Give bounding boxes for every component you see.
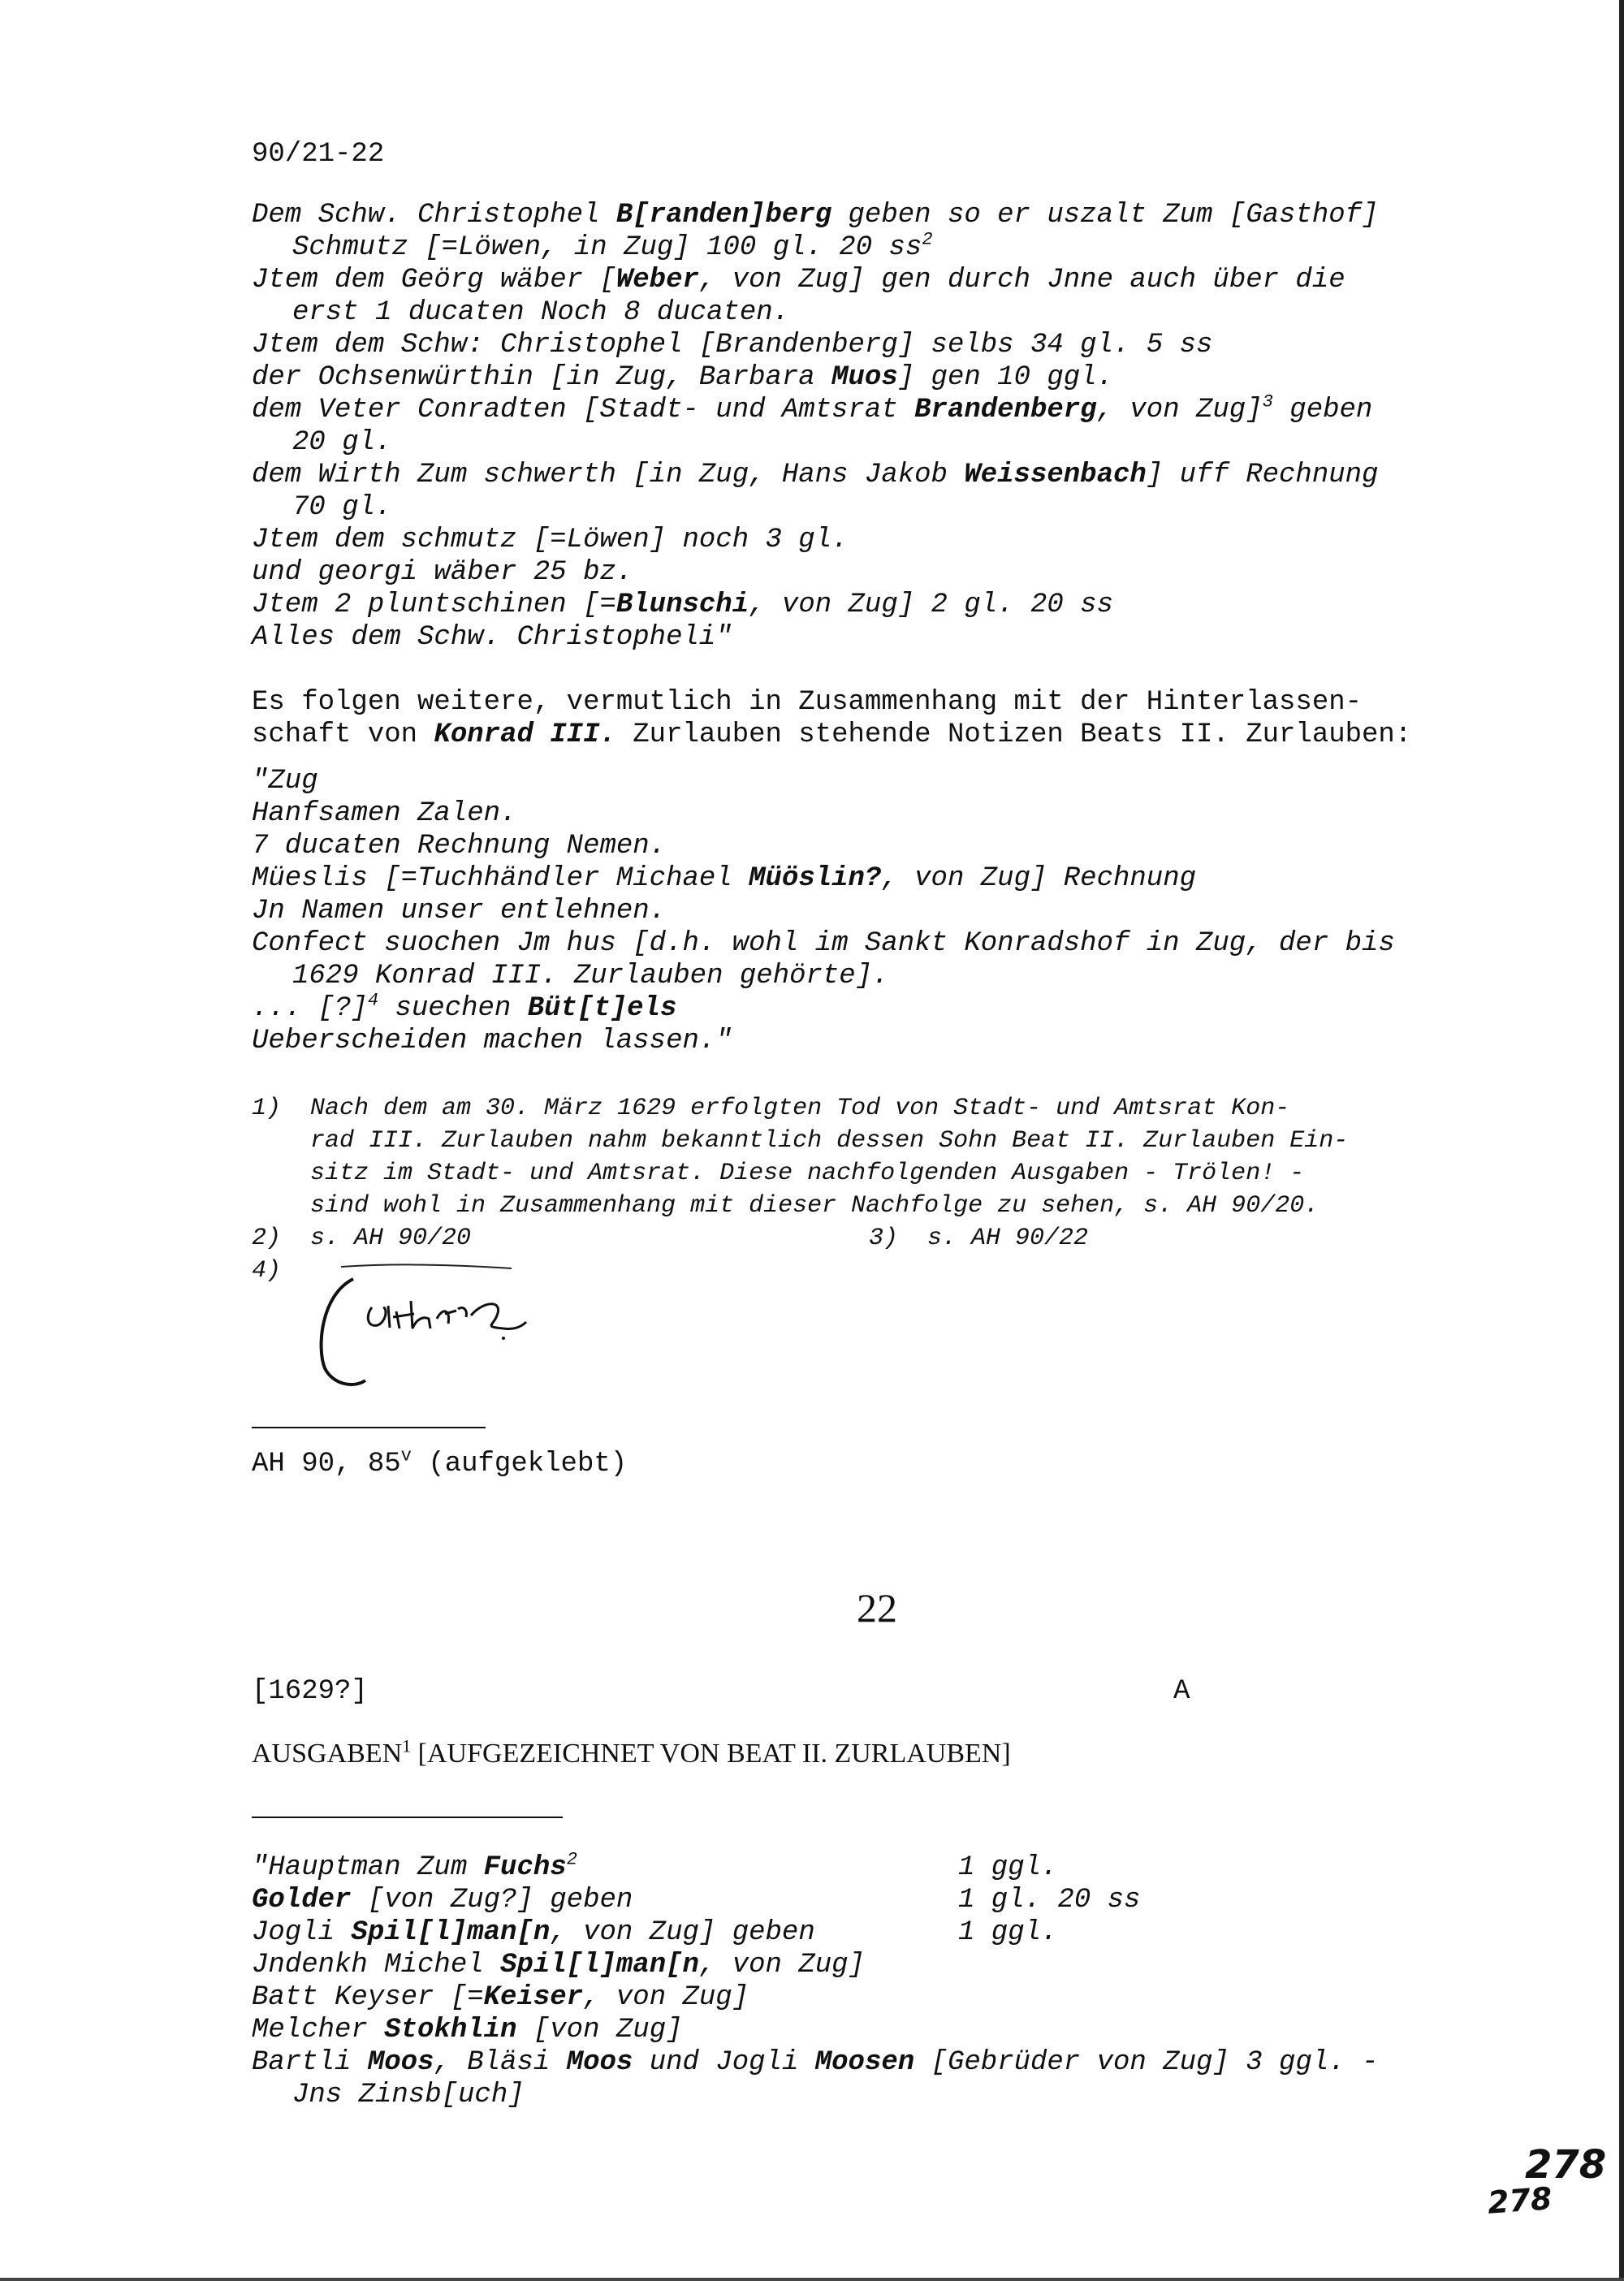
letter-line: Jtem 2 pluntschinen [=Blunschi, von Zug] 2 gl. 20 ss [252,590,1113,620]
separator-rule [252,1427,486,1428]
footnote-line: sitz im Stadt- und Amtsrat. Diese nachfolgenden Ausgaben - Trölen! - [310,1160,1305,1187]
page-number-old-handwritten: 278 [1486,2180,1553,2221]
footnote-row [252,1222,1518,1255]
document-title: AUSGABEN$^1$ [AUFGEZEICHNET VON BEAT II. ZURLAUBEN] [252,1735,1011,1769]
expense-name: Jogli Spil[l]man[n, von Zug] geben [252,1917,815,1948]
notes-line: Confect suochen Jm hus [d.h. wohl im Sankt Konradshof in Zug, der bis [252,928,1395,959]
page-edge [1619,0,1624,2281]
expense-row [252,1981,1518,2014]
expense-row [252,1949,1518,1981]
expense-amount: 1 gl. 20 ss [958,1885,1141,1916]
expense-row [252,2014,1518,2046]
footnote-line: rad III. Zurlauben nahm bekanntlich dessen Sohn Beat II. Zurlauben Ein- [310,1127,1349,1155]
letter-line: und georgi wäber 25 bz. [252,557,633,588]
notes-line: "Zug [252,766,318,797]
expense-name: Batt Keyser [=Keiser, von Zug] [252,1982,749,2013]
letter-line: dem Wirth Zum schwerth [in Zug, Hans Jakob Weissenbach] uff Rechnung [252,460,1379,490]
footnote-3: 3) s. AH 90/22 [869,1225,1089,1252]
document-date: [1629?] [252,1676,368,1707]
expense-row [252,2079,1518,2111]
document-letter: A [1173,1676,1190,1707]
letter-line: Dem Schw. Christophel B[randen]berg geben so er uszalt Zum [Gasthof] [252,200,1379,231]
letter-line: Jtem dem Schw: Christophel [Brandenberg] selbs 34 gl. 5 ss [252,330,1213,361]
notes-line: ... [?]$^4$ suechen Büt[t]els [252,990,677,1024]
expense-name: Golder [von Zug?] geben [252,1885,633,1916]
notes-line: Jn Namen unser entlehnen. [252,896,667,927]
expense-row [252,2046,1518,2079]
expense-name: Bartli Moos, Bläsi Moos und Jogli Moosen [Gebrüder von Zug] 3 ggl. - [252,2047,1379,2078]
footnote-line: 1) Nach dem am 30. März 1629 erfolgten Tod von Stadt- und Amtsrat Kon- [252,1095,1290,1122]
expense-name: Jns Zinsb[uch] [292,2080,525,2110]
letter-line: 20 gl. [292,427,392,458]
footnote-2: 2) s. AH 90/20 [252,1225,472,1252]
letter-transcription [252,199,1518,654]
expense-row [252,1851,1518,1884]
letter-line: 70 gl. [292,492,392,523]
expenses-list [252,1851,1518,2111]
letter-line: Jtem dem Geörg wäber [Weber, von Zug] gen durch Jnne auch über die [252,265,1345,296]
footnote-line: sind wohl in Zusammenhang mit dieser Nachfolge zu sehen, s. AH 90/20. [310,1192,1320,1220]
source-reference: AH 90, 85$^v$ (aufgeklebt) [252,1445,628,1480]
handwritten-signature [309,1251,585,1397]
intro-paragraph [252,686,1518,751]
expense-amount: 1 ggl. [958,1917,1058,1948]
notes-line: Ueberscheiden machen lassen." [252,1026,732,1056]
footnote-4: 4) [252,1257,282,1285]
page-number-handwritten: 278 [1525,2142,1607,2188]
page-edge [0,2278,1624,2281]
letter-line: dem Veter Conradten [Stadt- und Amtsrat Brandenberg, von Zug]$^3$ geben [252,391,1373,426]
expense-row [252,1884,1518,1916]
page-reference: 90/21-22 [252,139,385,170]
separator-rule [252,1817,563,1818]
intro-line: Es folgen weitere, vermutlich in Zusammenhang mit der Hinterlassen- [252,687,1363,718]
document-number: 22 [857,1585,897,1631]
notes-line: 1629 Konrad III. Zurlauben gehörte]. [292,961,889,991]
notes-line: Müeslis [=Tuchhändler Michael Müöslin?, von Zug] Rechnung [252,863,1197,894]
notes-line: Hanfsamen Zalen. [252,798,517,829]
notes-line: 7 ducaten Rechnung Nemen. [252,831,667,862]
expense-row [252,1916,1518,1949]
letter-line: der Ochsenwürthin [in Zug, Barbara Muos] gen 10 ggl. [252,362,1113,393]
letter-line: erst 1 ducaten Noch 8 ducaten. [292,297,790,328]
expense-name: "Hauptman Zum Fuchs$^2$ [252,1849,577,1883]
letter-line: Jtem dem schmutz [=Löwen] noch 3 gl. [252,525,849,555]
letter-line: Alles dem Schw. Christopheli" [252,622,732,653]
intro-line: schaft von Konrad III. Zurlauben stehende Notizen Beats II. Zurlauben: [252,719,1412,750]
expense-amount: 1 ggl. [958,1852,1058,1883]
expense-name: Melcher Stokhlin [von Zug] [252,2015,683,2046]
expense-name: Jndenkh Michel Spil[l]man[n, von Zug] [252,1950,865,1981]
letter-line: Schmutz [=Löwen, in Zug] 100 gl. 20 $ss^2$ [292,229,933,263]
notes-transcription [252,765,1518,1057]
